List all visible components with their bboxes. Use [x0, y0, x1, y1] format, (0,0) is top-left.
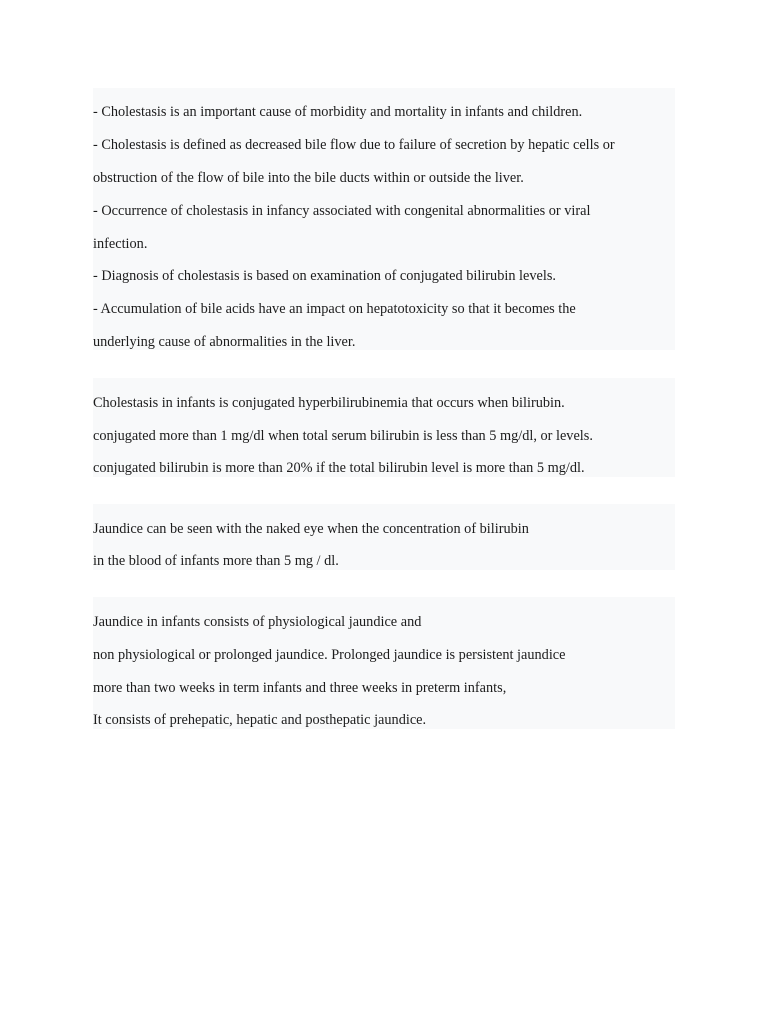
text-line: in the blood of infants more than 5 mg / dl. [93, 553, 339, 569]
text-line: It consists of prehepatic, hepatic and posthepatic jaundice. [93, 712, 427, 728]
text-block-jaundice-visibility [93, 504, 675, 570]
text-line: - Occurrence of cholestasis in infancy associated with congenital abnormalities or viral [93, 203, 591, 219]
text-line: - Accumulation of bile acids have an impact on hepatotoxicity so that it becomes the [93, 301, 576, 317]
text-line: - Cholestasis is an important cause of morbidity and mortality in infants and children. [93, 104, 583, 120]
text-line: infection. [93, 236, 148, 252]
text-line: conjugated bilirubin is more than 20% if the total bilirubin level is more than 5 mg/dl. [93, 460, 585, 476]
text-block-cholestasis-infants [93, 378, 675, 477]
text-line: non physiological or prolonged jaundice. Prolonged jaundice is persistent jaundice [93, 647, 566, 663]
text-line: underlying cause of abnormalities in the liver. [93, 334, 356, 350]
text-block-jaundice-types [93, 597, 675, 729]
text-line: - Cholestasis is defined as decreased bile flow due to failure of secretion by hepatic cells or [93, 137, 615, 153]
text-line: Cholestasis in infants is conjugated hyperbilirubinemia that occurs when bilirubin. [93, 395, 565, 411]
text-line: - Diagnosis of cholestasis is based on examination of conjugated bilirubin levels. [93, 268, 556, 284]
text-block-cholestasis-overview [93, 88, 675, 350]
text-line: more than two weeks in term infants and three weeks in preterm infants, [93, 680, 507, 696]
text-line: Jaundice can be seen with the naked eye when the concentration of bilirubin [93, 521, 529, 537]
text-line: conjugated more than 1 mg/dl when total serum bilirubin is less than 5 mg/dl, or levels. [93, 428, 593, 444]
text-line: obstruction of the flow of bile into the bile ducts within or outside the liver. [93, 170, 524, 186]
text-line: Jaundice in infants consists of physiological jaundice and [93, 614, 422, 630]
